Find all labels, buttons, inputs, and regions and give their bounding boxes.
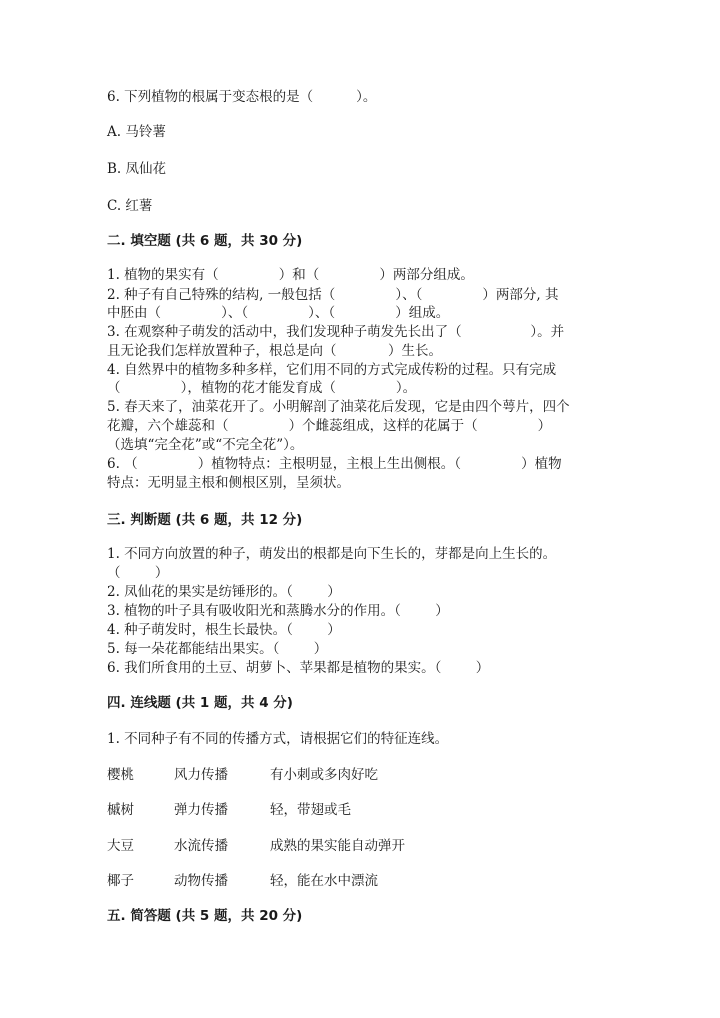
matching-plant: 槭树 xyxy=(107,802,134,818)
matching-feature: 成熟的果实能自动弹开 xyxy=(270,838,405,854)
section2-line: 3. 在观察种子萌发的活动中，我们发现种子萌发先长出了（ ）。并 xyxy=(107,324,565,340)
section3-line: 4. 种子萌发时，根生长最快。（ ） xyxy=(107,622,341,638)
q6-option-a: A. 马铃薯 xyxy=(107,124,166,140)
q6-option-b: B. 凤仙花 xyxy=(107,161,167,177)
matching-method: 弹力传播 xyxy=(174,802,228,818)
section2-line: （选填“完全花”或“不完全花”）。 xyxy=(107,437,304,453)
section3-line: 3. 植物的叶子具有吸收阳光和蒸腾水分的作用。（ ） xyxy=(107,603,449,619)
section4-question: 1. 不同种子有不同的传播方式，请根据它们的特征连线。 xyxy=(107,731,449,747)
section3-line: 6. 我们所食用的土豆、胡萝卜、苹果都是植物的果实。（ ） xyxy=(107,660,490,676)
section2-line: 中胚由（ ）、（ ）、（ ）组成。 xyxy=(107,305,450,321)
matching-plant: 樱桃 xyxy=(107,767,134,783)
section4-title: 四. 连线题 (共 1 题，共 4 分) xyxy=(107,695,293,711)
matching-method: 动物传播 xyxy=(174,873,228,889)
section2-line: 1. 植物的果实有（ ）和（ ）两部分组成。 xyxy=(107,267,474,283)
q6-option-c: C. 红薯 xyxy=(107,198,153,214)
section3-title: 三. 判断题 (共 6 题，共 12 分) xyxy=(107,512,303,528)
matching-plant: 大豆 xyxy=(107,838,134,854)
matching-method: 风力传播 xyxy=(174,767,228,783)
matching-plant: 椰子 xyxy=(107,873,134,889)
section2-title: 二. 填空题 (共 6 题，共 30 分) xyxy=(107,233,303,249)
section3-line: 5. 每一朵花都能结出果实。（ ） xyxy=(107,641,328,657)
matching-feature: 轻，能在水中漂流 xyxy=(270,873,378,889)
matching-feature: 轻，带翅或毛 xyxy=(270,802,351,818)
matching-method: 水流传播 xyxy=(174,838,228,854)
section2-line: （ ），植物的花才能发育成（ ）。 xyxy=(107,380,417,396)
section2-line: 2. 种子有自己特殊的结构, 一般包括（ ）、（ ）两部分, 其 xyxy=(107,287,559,303)
section2-line: 花瓣，六个雄蕊和（ ）个雌蕊组成，这样的花属于（ ） xyxy=(107,418,552,434)
section3-line: 1. 不同方向放置的种子，萌发出的根都是向下生长的，芽都是向上生长的。 xyxy=(107,546,557,562)
matching-feature: 有小刺或多肉好吃 xyxy=(270,767,378,783)
section5-title: 五. 简答题 (共 5 题，共 20 分) xyxy=(107,908,303,924)
section2-line: 5. 春天来了，油菜花开了。小明解剖了油菜花后发现，它是由四个萼片，四个 xyxy=(107,399,570,415)
section2-line: 且无论我们怎样放置种子，根总是向（ ）生长。 xyxy=(107,343,442,359)
section3-line: （ ） xyxy=(107,565,169,581)
section3-line: 2. 凤仙花的果实是纺锤形的。（ ） xyxy=(107,584,341,600)
q6-stem: 6. 下列植物的根属于变态根的是（ ）。 xyxy=(107,89,377,105)
section2-line: 6. （ ）植物特点：主根明显，主根上生出侧根。（ ）植物 xyxy=(107,456,562,472)
section2-line: 4. 自然界中的植物多种多样，它们用不同的方式完成传粉的过程。只有完成 xyxy=(107,362,557,378)
section2-line: 特点：无明显主根和侧根区别，呈须状。 xyxy=(107,475,350,491)
